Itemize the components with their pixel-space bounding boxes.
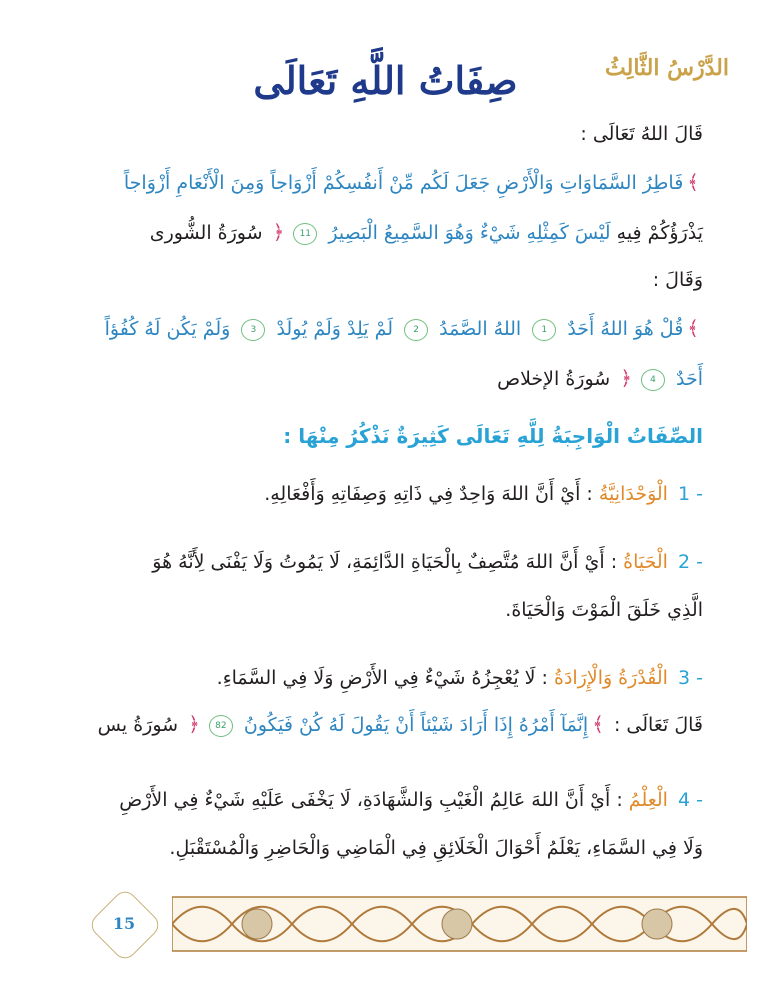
verse-line	[60, 314, 703, 343]
ayah-end-icon: 82	[209, 715, 233, 737]
item-text-continued: الَّذِي خَلَقَ الْمَوْتَ وَالْحَيَاةَ.	[505, 599, 703, 621]
ayah-end-icon: 11	[293, 223, 317, 245]
ornate-bracket-icon: ﴾	[687, 316, 699, 340]
list-item	[60, 664, 703, 692]
ornate-bracket-icon: ﴾	[592, 712, 604, 736]
item-text: : أَيْ أَنَّ اللهَ وَاحِدٌ فِي ذَاتِهِ وَصِفَاتِهِ وَأَفْعَالِهِ.	[264, 483, 593, 505]
verse-text: فَاطِرُ السَّمَاوَاتِ وَالْأَرْضِ جَعَلَ لَكُم مِّنْ أَنفُسِكُمْ أَزْوَاجاً وَمِنَ الْأَنْعَامِ أَزْوَاجاً	[123, 172, 684, 194]
ornate-bracket-icon: ﴾	[687, 170, 699, 194]
ayah-end-icon: 1	[532, 319, 556, 341]
ornate-bracket-icon: ﴿	[272, 220, 285, 244]
verse-text: قُلْ هُوَ اللهُ أَحَدٌ	[567, 318, 684, 340]
verse-text: اللهُ الصَّمَدُ	[439, 318, 522, 340]
lesson-label: الدَّرْسُ الثَّالِثُ	[605, 55, 729, 81]
list-item	[60, 548, 703, 576]
verse-text-highlight: لَيْسَ كَمِثْلِهِ شَيْءٌ وَهُوَ السَّمِيعُ الْبَصِيرُ	[328, 222, 611, 244]
source-label: سُورَةُ الشُّورى	[149, 222, 263, 244]
item-number: 1 -	[678, 483, 703, 505]
item-term: الْوَحْدَانِيَّةُ	[598, 483, 668, 505]
item-text: : لَا يُعْجِزُهُ شَيْءٌ فِي الأَرْضِ وَلَا فِي السَّمَاءِ.	[216, 667, 548, 689]
ayah-end-icon: 4	[641, 369, 665, 391]
source-label: سُورَةُ يس	[97, 714, 179, 736]
item-term: الْقُدْرَةُ وَالْإِرَادَةُ	[553, 667, 668, 689]
list-item	[60, 480, 703, 508]
page-title: صِفَاتُ اللَّهِ تَعَالَى	[253, 58, 518, 103]
ornate-bracket-icon: ﴿	[188, 712, 200, 736]
verse-text: وَلَمْ يَكُن لَهُ كُفُؤاً	[104, 318, 231, 340]
verse-text: إِنَّمَآ أَمْرُهُ إِذَا أَرَادَ شَيْئاً أَنْ يَقُولَ لَهُ كُنْ فَيَكُونُ	[243, 714, 589, 736]
said-line: قَالَ اللهُ تَعَالَى :	[580, 123, 703, 145]
verse-text: لَمْ يَلِدْ وَلَمْ يُولَدْ	[276, 318, 394, 340]
item-term: الْعِلْمُ	[628, 789, 668, 811]
verse-line	[60, 218, 703, 247]
ayah-end-icon: 3	[241, 319, 265, 341]
item-term: الْحَيَاةُ	[623, 551, 668, 573]
list-item	[60, 786, 703, 814]
item-text-continued: وَلَا فِي السَّمَاءِ، يَعْلَمُ أَحْوَالَ الْخَلَائِقِ فِي الْمَاضِي وَالْحَاضِرِ وَالْمُسْتَقْبَلِ.	[169, 837, 703, 859]
source-label: سُورَةُ الإخلاص	[497, 368, 611, 390]
ornamental-border	[172, 893, 747, 955]
said-line: وَقَالَ :	[652, 269, 703, 291]
page-number: 15	[112, 914, 136, 933]
item-text: : أَيْ أَنَّ اللهَ عَالِمُ الْغَيْبِ وَالشَّهَادَةِ، لَا يَخْفَى عَلَيْهِ شَيْءٌ فِي الأَرْضِ	[119, 789, 623, 811]
verse-line	[60, 710, 703, 739]
ornate-bracket-icon: ﴿	[620, 366, 632, 390]
verse-text: يَذْرَؤُكُمْ فِيهِ	[616, 222, 703, 244]
item-number: 3 -	[678, 667, 703, 689]
said-line: قَالَ تَعَالَى :	[613, 714, 703, 736]
item-number: 4 -	[678, 789, 703, 811]
verse-line	[60, 168, 703, 197]
verse-line	[60, 364, 703, 393]
item-number: 2 -	[678, 551, 703, 573]
item-text: : أَيْ أَنَّ اللهَ مُتَّصِفٌ بِالْحَيَاةِ الدَّائِمَةِ، لَا يَمُوتُ وَلَا يَفْنَى لِأَنَّهُ هُوَ	[152, 551, 618, 573]
verse-text: أَحَدٌ	[676, 368, 703, 390]
section-heading: الصِّفَاتُ الْوَاجِبَةُ لِلَّهِ تَعَالَى كَثِيرَةٌ نَذْكُرُ مِنْهَا :	[283, 424, 703, 448]
ayah-end-icon: 2	[404, 319, 428, 341]
